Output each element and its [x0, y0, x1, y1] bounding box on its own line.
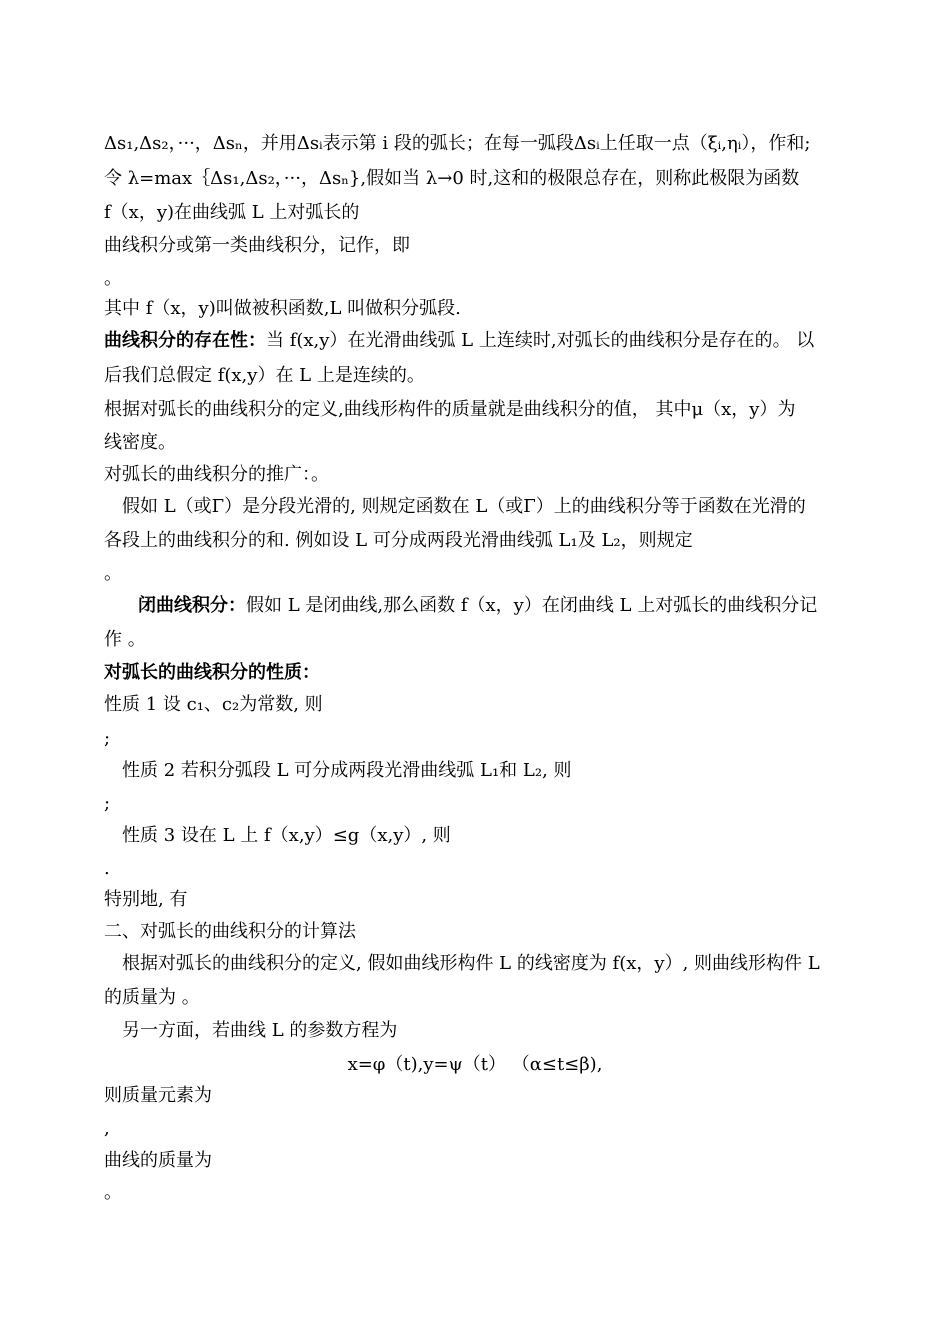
text-line-18: 性质 1 设 c₁、c₂为常数, 则 [104, 694, 323, 715]
section-heading-computation: 二、对弧长的曲线积分的计算法 [104, 921, 356, 942]
section-heading-closed-curve: 闭曲线积分： [138, 595, 246, 616]
text-line-3: f（x，y)在曲线弧 L 上对弧长的 [104, 202, 360, 223]
text-line-7 [104, 329, 850, 353]
text-line-24: 特别地, 有 [104, 889, 188, 910]
text-line-11: 对弧长的曲线积分的推广：。 [104, 464, 329, 485]
text-line-14: 。 [104, 563, 122, 584]
text-line-10: 线密度。 [104, 432, 176, 453]
text-line-20: 性质 2 若积分弧段 L 可分成两段光滑曲线弧 L₁和 L₂, 则 [122, 760, 572, 781]
text-line-9: 根据对弧长的曲线积分的定义,曲线形构件的质量就是曲线积分的值， 其中μ（x，y）为 [104, 399, 796, 420]
text-line-27: 的质量为 。 [104, 987, 200, 1008]
text-line-31: , [104, 1118, 110, 1139]
text-line-4: 曲线积分或第一类曲线积分，记作，即 [104, 235, 410, 256]
parametric-equation: x=φ（t),y=ψ（t） （α≤t≤β), [347, 1054, 603, 1075]
closed-curve-text: 假如 L 是闭曲线,那么函数 f（x，y）在闭曲线 L 上对弧长的曲线积分记 [246, 595, 818, 616]
section-heading-existence: 曲线积分的存在性： [104, 330, 266, 351]
text-line-15 [138, 594, 884, 618]
text-line-5: 。 [104, 268, 122, 289]
text-line-22: 性质 3 设在 L 上 f（x,y）≤g（x,y）, 则 [122, 825, 451, 846]
text-line-16: 作 。 [104, 629, 146, 650]
text-line-13: 各段上的曲线积分的和. 例如设 L 可分成两段光滑曲线弧 L₁及 L₂，则规定 [104, 530, 693, 551]
text-line-1: Δs₁,Δs₂，···，Δsₙ，并用Δsᵢ表示第 i 段的弧长；在每一弧段Δsᵢ上任取一点（ξᵢ,ηᵢ），作和; [104, 133, 811, 154]
text-line-32: 曲线的质量为 [104, 1150, 212, 1171]
text-line-8: 后我们总假定 f(x,y）在 L 上是连续的。 [104, 365, 425, 386]
text-line-30: 则质量元素为 [104, 1085, 212, 1106]
text-line-26: 根据对弧长的曲线积分的定义, 假如曲线形构件 L 的线密度为 f(x，y）, 则曲线形构件 L [122, 953, 820, 974]
text-line-23: . [104, 858, 110, 879]
text-line-21: ; [104, 793, 111, 814]
existence-text: 当 f(x,y）在光滑曲线弧 L 上连续时,对弧长的曲线积分是存在的。 以 [266, 330, 815, 351]
section-heading-properties: 对弧长的曲线积分的性质： [104, 662, 320, 683]
text-line-28: 另一方面，若曲线 L 的参数方程为 [122, 1020, 398, 1041]
text-line-33: 。 [104, 1182, 122, 1203]
text-line-19: ; [104, 728, 111, 749]
text-line-2: 令 λ=max｛Δs₁,Δs₂，···，Δsₙ},假如当 λ→0 时,这和的极限总存在，则称此极限为函数 [104, 168, 800, 189]
text-line-6: 其中 f（x，y)叫做被积函数,L 叫做积分弧段. [104, 298, 461, 319]
text-line-12: 假如 L（或Γ）是分段光滑的, 则规定函数在 L（或Γ）上的曲线积分等于函数在光滑的 [122, 496, 806, 517]
